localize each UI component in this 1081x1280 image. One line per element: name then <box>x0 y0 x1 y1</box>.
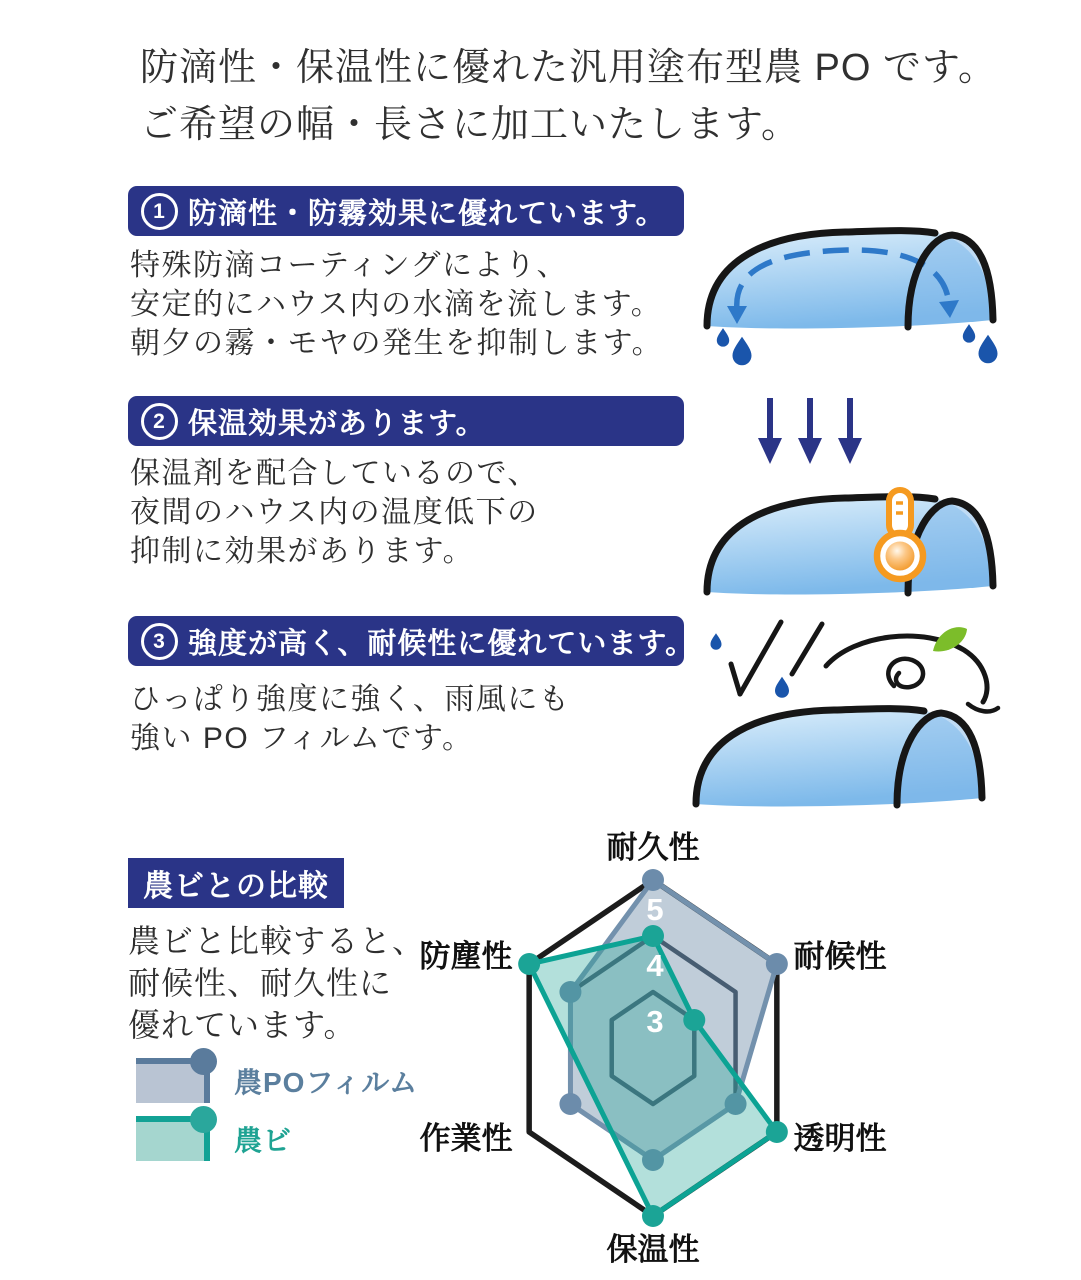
section-1-body-line: 特殊防滴コーティングにより、 <box>130 249 568 282</box>
ring-label-4: 4 <box>646 948 664 983</box>
water-drops-icon <box>717 324 998 365</box>
section-3-heading: 強度が高く、耐候性に優れています。 <box>188 627 696 660</box>
weatherproof-tunnel-illustration <box>686 612 1004 812</box>
series-1-dot-0 <box>642 925 664 947</box>
section-3-body <box>130 680 570 758</box>
section-1-body-line: 朝夕の霧・モヤの発生を抑制します。 <box>130 327 664 360</box>
po-film-swatch-icon <box>136 1058 210 1103</box>
comparison-badge: 農ビとの比較 <box>128 858 344 908</box>
axis-label-1: 耐候性 <box>793 939 887 974</box>
drip-tunnel-illustration <box>695 208 1015 378</box>
axis-label-4: 作業性 <box>419 1121 513 1156</box>
section-1-heading: 防滴性・防霧効果に優れています。 <box>188 197 666 230</box>
section-2-heading: 保温効果があります。 <box>188 407 486 440</box>
series-1-dot-5 <box>518 953 540 975</box>
legend-label-po-film: 農POフィルム <box>234 1066 419 1098</box>
comparison-body-line: 農ビと比較すると、 <box>128 923 426 959</box>
section-2-body-line: 夜間のハウス内の温度低下の <box>130 496 539 529</box>
page-title-line-2: ご希望の幅・長さに加工いたします。 <box>140 104 800 146</box>
section-1-body-line: 安定的にハウス内の水滴を流します。 <box>130 288 663 321</box>
rain-strokes-icon <box>731 622 822 694</box>
axis-label-0: 耐久性 <box>606 830 700 865</box>
axis-label-2: 透明性 <box>793 1121 887 1156</box>
section-2-body <box>130 454 539 571</box>
page-title <box>140 40 997 154</box>
nobi-dot-icon <box>190 1106 217 1133</box>
series-0-dot-4 <box>559 1093 581 1115</box>
greenhouse-tunnel <box>707 497 993 595</box>
heat-down-arrows-icon <box>758 398 862 464</box>
axis-label-5: 防塵性 <box>419 939 513 974</box>
comparison-body-line: 優れています。 <box>128 1007 357 1043</box>
circled-number-1-icon: 1 <box>141 193 178 230</box>
series-1-dot-1 <box>683 1009 705 1031</box>
series-1-dot-3 <box>642 1205 664 1227</box>
axis-label-3: 保温性 <box>606 1232 700 1267</box>
nobi-swatch-icon <box>136 1116 210 1161</box>
series-0-dot-0 <box>642 869 664 891</box>
series-0-dot-1 <box>766 953 788 975</box>
section-3-heading-bar <box>128 616 696 666</box>
comparison-body <box>128 920 425 1046</box>
section-3-body-line: ひっぱり強度に強く、雨風にも <box>130 683 571 716</box>
ring-label-3: 3 <box>646 1004 664 1039</box>
legend-item-nobi <box>136 1116 292 1161</box>
circled-number-3-icon: 3 <box>141 623 178 660</box>
section-3-body-line: 強い PO フィルムです。 <box>130 722 474 755</box>
section-2-body-line: 抑制に効果があります。 <box>130 535 475 568</box>
warm-tunnel-illustration <box>695 392 1015 610</box>
rain-drops-icon <box>711 633 790 698</box>
section-1-body <box>130 246 663 363</box>
comparison-body-line: 耐候性、耐久性に <box>128 965 393 1001</box>
greenhouse-tunnel <box>696 709 982 807</box>
section-1-heading-bar <box>128 186 684 236</box>
legend-label-nobi: 農ビ <box>234 1124 293 1156</box>
po-film-dot-icon <box>190 1048 217 1075</box>
section-2-heading-bar <box>128 396 684 446</box>
wind-swirl-icon <box>826 636 998 711</box>
legend-item-po-film <box>136 1058 418 1103</box>
series-1-dot-2 <box>766 1121 788 1143</box>
radar-chart <box>418 818 978 1280</box>
greenhouse-tunnel <box>707 231 993 329</box>
page-title-line-1: 防滴性・保温性に優れた汎用塗布型農 PO です。 <box>140 47 997 89</box>
section-2-body-line: 保温剤を配合しているので、 <box>130 457 539 490</box>
circled-number-2-icon: 2 <box>141 403 178 440</box>
ring-label-5: 5 <box>646 892 664 927</box>
